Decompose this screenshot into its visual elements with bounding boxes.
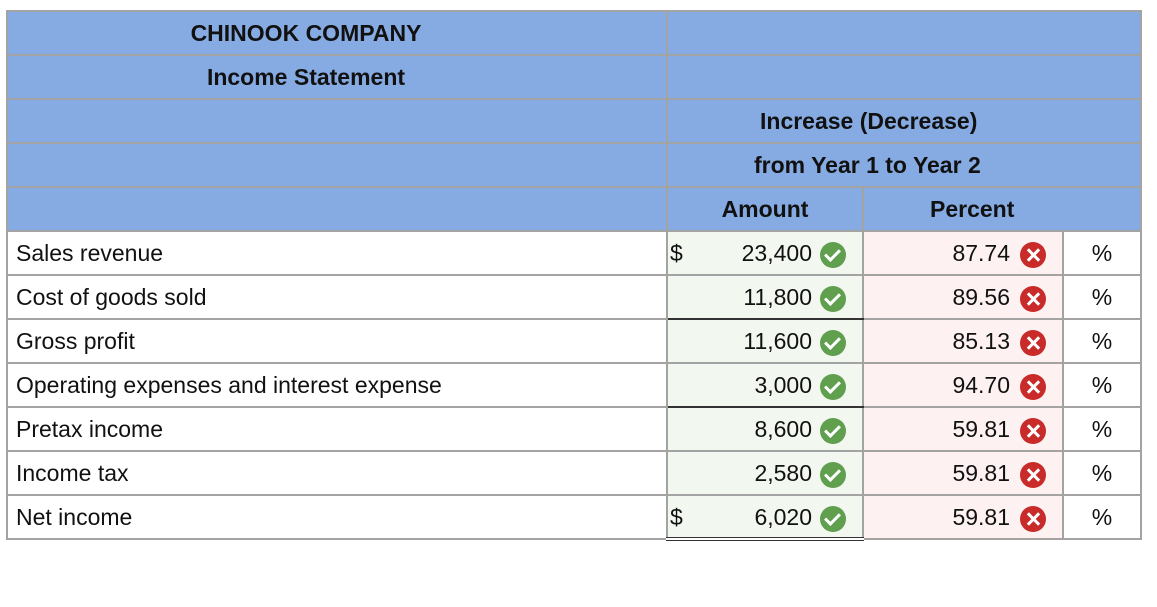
percent-sign: % [1063, 451, 1141, 495]
table-row [7, 407, 1141, 451]
amount-value: 2,580 [754, 460, 812, 486]
x-mark-icon [1020, 506, 1046, 532]
percent-value: 59.81 [952, 504, 1010, 530]
percent-sign: % [1063, 495, 1141, 539]
amount-input[interactable] [667, 319, 863, 363]
line-item-label: Operating expenses and interest expense [7, 363, 667, 407]
percent-sign: % [1063, 231, 1141, 275]
percent-value: 94.70 [952, 372, 1010, 398]
percent-sign: % [1063, 363, 1141, 407]
x-mark-icon [1020, 462, 1046, 488]
percent-sign: % [1063, 319, 1141, 363]
amount-input[interactable] [667, 275, 863, 319]
percent-value: 59.81 [952, 416, 1010, 442]
company-name-cell [7, 11, 667, 55]
x-mark-icon [1020, 418, 1046, 444]
line-item-label: Net income [7, 495, 667, 539]
amount-column-header: Amount [667, 187, 863, 231]
check-icon [820, 286, 846, 312]
table-row [7, 495, 1141, 539]
check-icon [820, 242, 846, 268]
percent-input[interactable] [863, 319, 1063, 363]
percent-input[interactable] [863, 231, 1063, 275]
percent-sign: % [1063, 275, 1141, 319]
amount-value: 11,800 [743, 284, 812, 310]
income-statement-table [6, 10, 1142, 541]
percent-value: 87.74 [952, 240, 1010, 266]
amount-value: 11,600 [743, 328, 812, 354]
table-row [7, 319, 1141, 363]
income-statement [6, 10, 1140, 541]
percent-column-header: Percent [863, 187, 1141, 231]
line-item-label: Pretax income [7, 407, 667, 451]
line-item-label: Gross profit [7, 319, 667, 363]
percent-input[interactable] [863, 407, 1063, 451]
amount-input[interactable] [667, 363, 863, 407]
check-icon [820, 330, 846, 356]
change-header-line1: Increase (Decrease) [667, 99, 1141, 143]
dollar-sign: $ [670, 240, 683, 266]
statement-title-cell [7, 55, 667, 99]
x-mark-icon [1020, 374, 1046, 400]
line-item-label: Income tax [7, 451, 667, 495]
amount-value: 3,000 [754, 372, 812, 398]
table-row [7, 231, 1141, 275]
amount-input[interactable] [667, 231, 863, 275]
percent-input[interactable] [863, 495, 1063, 539]
dollar-sign: $ [670, 504, 683, 530]
check-icon [820, 506, 846, 532]
check-icon [820, 374, 846, 400]
line-item-label: Sales revenue [7, 231, 667, 275]
change-header-line2: from Year 1 to Year 2 [667, 143, 1141, 187]
amount-value: 6,020 [754, 504, 812, 530]
percent-input[interactable] [863, 363, 1063, 407]
x-mark-icon [1020, 330, 1046, 356]
table-row [7, 363, 1141, 407]
amount-value: 8,600 [754, 416, 812, 442]
amount-input[interactable] [667, 407, 863, 451]
percent-input[interactable] [863, 451, 1063, 495]
percent-value: 89.56 [952, 284, 1010, 310]
x-mark-icon [1020, 242, 1046, 268]
amount-input[interactable] [667, 451, 863, 495]
amount-value: 23,400 [741, 240, 812, 266]
check-icon [820, 418, 846, 444]
percent-sign: % [1063, 407, 1141, 451]
company-name: CHINOOK COMPANY [190, 19, 422, 46]
table-row [7, 275, 1141, 319]
x-mark-icon [1020, 286, 1046, 312]
percent-input[interactable] [863, 275, 1063, 319]
percent-value: 59.81 [952, 460, 1010, 486]
statement-title: Income Statement [206, 63, 406, 90]
amount-input[interactable] [667, 495, 863, 539]
line-item-label: Cost of goods sold [7, 275, 667, 319]
check-icon [820, 462, 846, 488]
percent-value: 85.13 [952, 328, 1010, 354]
table-row [7, 451, 1141, 495]
